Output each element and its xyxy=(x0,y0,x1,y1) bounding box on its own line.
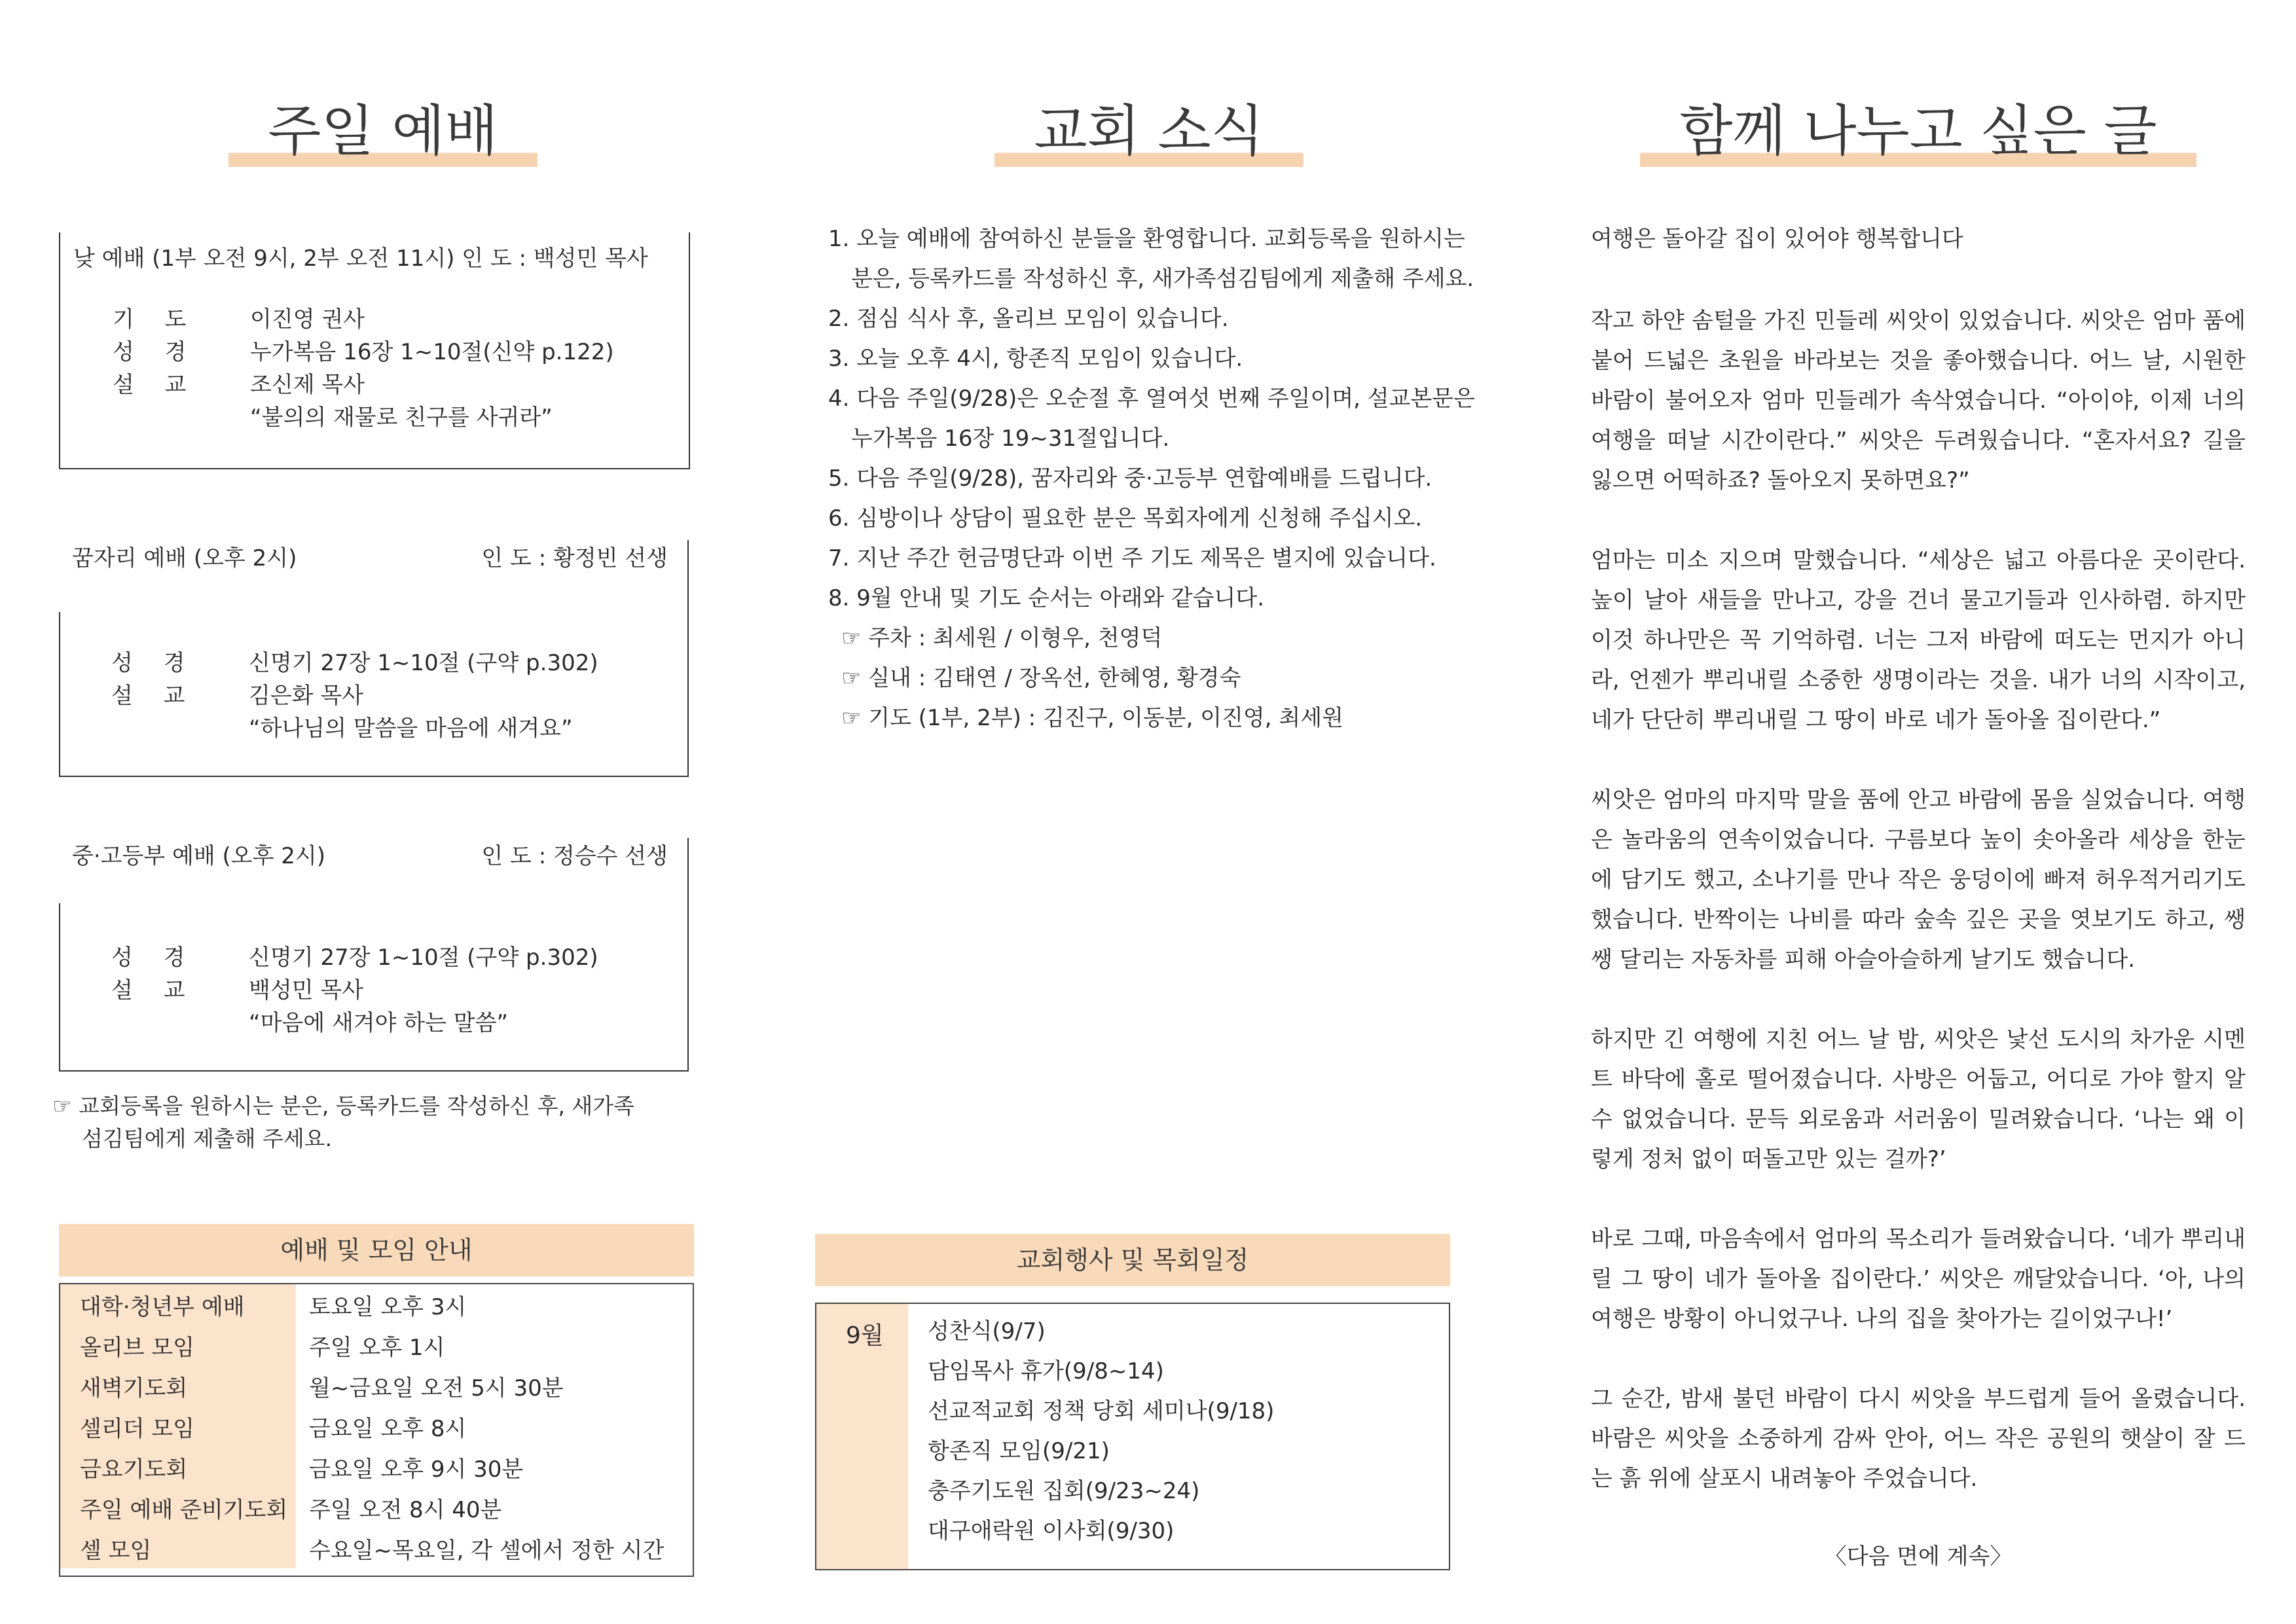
kids-worship-header: 꿈자리 예배 (오후 2시) 인 도 : 황정빈 선생 xyxy=(72,545,668,571)
kids-scripture-row: 성 경 신명기 27장 1~10절 (구약 p.302) xyxy=(111,650,598,676)
worship-column xyxy=(52,0,714,1624)
essay-paragraph-6: 그 순간, 밤새 불던 바람이 다시 씨앗을 부드럽게 들어 올렸습니다. 바람은 씨앗을 소중하게 감싸 안아, 어느 작은 공원의 햇살이 잘 드는 흙 위에 살포시 내려놓아 주었습니다. xyxy=(1591,1386,2246,1492)
news-item-2: 2. 점심 식사 후, 올리브 모임이 있습니다. xyxy=(828,306,1229,332)
kids-worship-box xyxy=(59,540,689,777)
duty-prayer: ☞ 기도 (1부, 2부) : 김진구, 이동분, 이진영, 최세원 xyxy=(841,705,1343,731)
worship-heading: 주일 예배 xyxy=(228,92,537,170)
table-row: 셀 모임 수요일~목요일, 각 셀에서 정한 시간 xyxy=(60,1528,693,1568)
news-item-5: 5. 다음 주일(9/28), 꿈자리와 중·고등부 연합예배를 드립니다. xyxy=(828,465,1432,492)
schedule-title: 교회행사 및 목회일정 xyxy=(815,1234,1450,1286)
meetings-table xyxy=(59,1283,694,1577)
kids-sermon-row: 설 교 김은화 목사 xyxy=(111,683,364,709)
kids-sermon-title: “하나님의 말씀을 마음에 새겨요” xyxy=(249,715,573,742)
news-item-4: 4. 다음 주일(9/28)은 오순절 후 열여섯 번째 주일이며, 설교본문은 누가복음 16장 19~31절입니다. xyxy=(828,386,1475,452)
news-column xyxy=(815,0,1483,1624)
news-heading: 교회 소식 xyxy=(994,92,1303,170)
news-item-3: 3. 오늘 오후 4시, 항존직 모임이 있습니다. xyxy=(828,346,1243,372)
list-item: 항존직 모임(9/21) xyxy=(928,1438,1110,1464)
news-item-8: 8. 9월 안내 및 기도 순서는 아래와 같습니다. xyxy=(828,585,1265,611)
essay-paragraph-3: 씨앗은 엄마의 마지막 말을 품에 안고 바람에 몸을 실었습니다. 여행은 놀라움의 연속이었습니다. 구름보다 높이 솟아올라 세상을 한눈에 담기도 했고, 소나기를 만나 작은 웅덩이에 빠져 허우적거리기도 했습니다. 반짝이는 나비를 따라 숲속 깊은 곳을 엿보기도 하고, 쌩쌩 달리는 자동차를 피해 아슬아슬하게 날기도 했습니다. xyxy=(1591,787,2246,973)
noon-prayer-row: 기 도 이진영 권사 xyxy=(113,306,365,333)
essay-column xyxy=(1591,0,2246,1624)
list-item: 담임목사 휴가(9/8~14) xyxy=(928,1358,1164,1384)
table-row: 올리브 모임 주일 오후 1시 xyxy=(60,1325,693,1365)
table-row: 대학·청년부 예배 토요일 오후 3시 xyxy=(60,1284,693,1325)
duty-parking: ☞ 주차 : 최세원 / 이형우, 천영덕 xyxy=(841,625,1163,651)
meetings-title: 예배 및 모임 안내 xyxy=(59,1224,694,1276)
table-row: 새벽기도회 월~금요일 오전 5시 30분 xyxy=(60,1365,693,1406)
table-row: 주일 예배 준비기도회 주일 오전 8시 40분 xyxy=(60,1487,693,1528)
duty-indoor: ☞ 실내 : 김태연 / 장옥선, 한혜영, 황경숙 xyxy=(841,665,1241,691)
list-item: 충주기도원 집회(9/23~24) xyxy=(928,1478,1200,1504)
noon-scripture-row: 성 경 누가복음 16장 1~10절(신약 p.122) xyxy=(113,339,614,365)
youth-sermon-title: “마음에 새겨야 하는 말씀” xyxy=(249,1010,509,1036)
youth-scripture-row: 성 경 신명기 27장 1~10절 (구약 p.302) xyxy=(111,945,598,971)
essay-paragraph-1: 작고 하얀 솜털을 가진 민들레 씨앗이 있었습니다. 씨앗은 엄마 품에 붙어 드넓은 초원을 바라보는 것을 좋아했습니다. 어느 날, 시원한 바람이 불어오자 엄마 민들레가 속삭였습니다. “아이야, 이제 너의 여행을 떠날 시간이란다.” 씨앗은 두려웠습니다. “혼자서요? 길을 잃으면 어떡하죠? 돌아오지 못하면요?” xyxy=(1591,308,2246,494)
continued-note: 〈다음 면에 계속〉 xyxy=(1824,1543,2013,1570)
noon-sermon-row: 설 교 조신제 목사 xyxy=(113,372,365,398)
youth-worship-header: 중·고등부 예배 (오후 2시) 인 도 : 정승수 선생 xyxy=(72,843,668,869)
youth-worship-box xyxy=(59,838,689,1072)
schedule-month: 9월 xyxy=(816,1304,908,1569)
essay-paragraph-2: 엄마는 미소 지으며 말했습니다. “세상은 넓고 아름다운 곳이란다. 높이 날아 새들을 만나고, 강을 건너 물고기들과 인사하렴. 하지만 이것 하나만은 꼭 기억하렴. 너는 그저 바람에 떠도는 먼지가 아니라, 언젠가 뿌리내릴 소중한 생명이라는 것을. 내가 너의 시작이고, 네가 단단히 뿌리내릴 그 땅이 바로 네가 돌아올 집이란다.” xyxy=(1591,547,2246,733)
table-row: 셀리더 모임 금요일 오후 8시 xyxy=(60,1406,693,1447)
noon-sermon-title: “불의의 재물로 친구를 사귀라” xyxy=(250,405,553,431)
list-item: 선교적교회 정책 당회 세미나(9/18) xyxy=(928,1398,1275,1424)
youth-sermon-row: 설 교 백성민 목사 xyxy=(111,977,364,1003)
news-item-7: 7. 지난 주간 헌금명단과 이번 주 기도 제목은 별지에 있습니다. xyxy=(828,545,1436,571)
essay-paragraph-4: 하지만 긴 여행에 지친 어느 날 밤, 씨앗은 낯선 도시의 차가운 시멘트 바닥에 홀로 떨어졌습니다. 사방은 어둡고, 어디로 가야 할지 알 수 없었습니다. 문득 외로움과 서러움이 밀려왔습니다. ‘나는 왜 이렇게 정처 없이 떠돌고만 있는 걸까?’ xyxy=(1591,1026,2246,1172)
essay-title: 여행은 돌아갈 집이 있어야 행복합니다 xyxy=(1591,226,1963,252)
noon-worship-header: 낮 예배 (1부 오전 9시, 2부 오전 11시) 인 도 : 백성민 목사 xyxy=(73,245,648,272)
news-item-1: 1. 오늘 예배에 참여하신 분들을 환영합니다. 교회등록을 원하시는 분은, 등록카드를 작성하신 후, 새가족섬김팀에게 제출해 주세요. xyxy=(828,226,1474,292)
table-row: 금요기도회 금요일 오후 9시 30분 xyxy=(60,1447,693,1487)
schedule-table xyxy=(815,1303,1450,1570)
essay-paragraph-5: 바로 그때, 마음속에서 엄마의 목소리가 들려왔습니다. ‘네가 뿌리내릴 그 땅이 네가 돌아올 집이란다.’ 씨앗은 깨달았습니다. ‘아, 나의 여행은 방황이 아니었구나. 나의 집을 찾아가는 길이었구나!’ xyxy=(1591,1226,2246,1332)
schedule-events xyxy=(928,1312,1274,1551)
list-item: 성찬식(9/7) xyxy=(928,1318,1046,1344)
essay-heading: 함께 나누고 싶은 글 xyxy=(1640,92,2196,170)
list-item: 대구애락원 이사회(9/30) xyxy=(928,1518,1175,1544)
noon-worship-box xyxy=(59,232,690,469)
registration-note: ☞ 교회등록을 원하시는 분은, 등록카드를 작성하신 후, 새가족 섬김팀에게 제출해 주세요. xyxy=(52,1093,635,1151)
news-item-6: 6. 심방이나 상담이 필요한 분은 목회자에게 신청해 주십시오. xyxy=(828,505,1423,532)
